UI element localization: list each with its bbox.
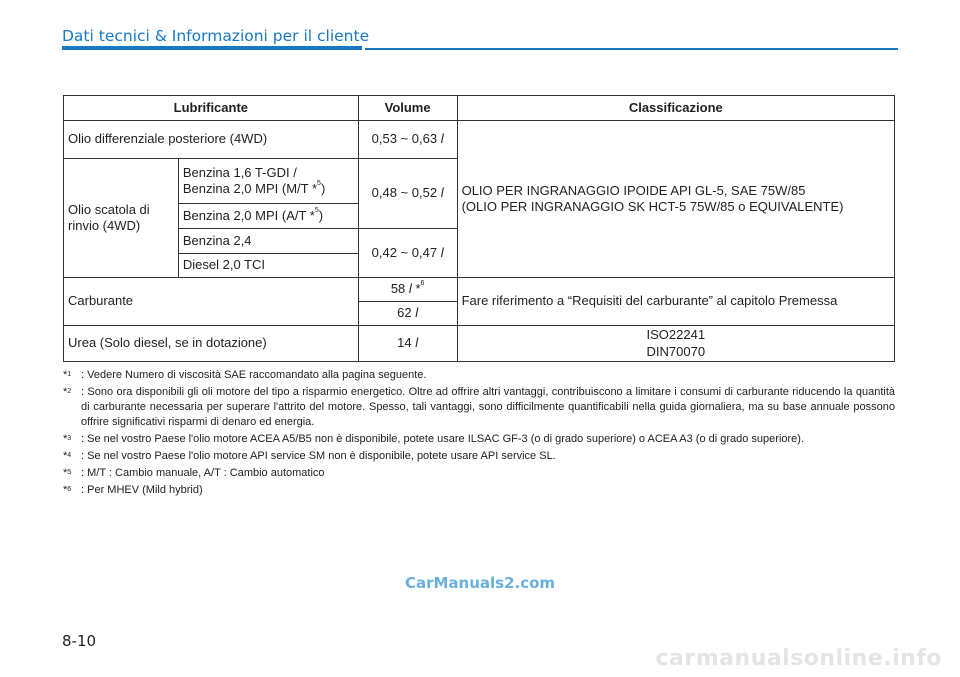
volume-cell: 0,48 ~ 0,52 l: [358, 159, 457, 229]
table-row: [64, 121, 895, 159]
variant-cell: Diesel 2,0 TCI: [178, 254, 358, 278]
header-classification: Classificazione: [457, 96, 894, 121]
lubricant-table: [63, 95, 895, 362]
header-rule-thick: [62, 46, 362, 50]
header-lubricant: Lubrificante: [64, 96, 359, 121]
section-title: Dati tecnici & Informazioni per il cliente: [62, 27, 370, 45]
lubricant-cell: Olio differenziale posteriore (4WD): [64, 121, 359, 159]
volume-cell: 0,53 ~ 0,63 l: [358, 121, 457, 159]
footnote: *$^3$ : Se nel vostro Paese l'olio motore ACEA A5/B5 non è disponibile, potete usare ILSAC GF-3 (o di grado superiore) o ACEA A3 (o di grado superiore).: [63, 433, 805, 445]
variant-cell: Benzina 1,6 T-GDI / Benzina 2,0 MPI (M/T *$^5$): [178, 159, 358, 204]
variant-cell: Benzina 2,4: [178, 229, 358, 254]
carmanuals-watermark: CarManuals2.com: [404, 574, 556, 592]
classification-cell: OLIO PER INGRANAGGIO IPOIDE API GL-5, SAE 75W/85 (OLIO PER INGRANAGGIO SK HCT-5 75W/85 o EQUIVALENTE): [457, 121, 894, 278]
volume-cell: 58 l *$^6$: [358, 278, 457, 302]
classification-cell: ISO22241 DIN70070: [457, 326, 894, 362]
footnote: *$^6$ : Per MHEV (Mild hybrid): [63, 484, 203, 496]
footnote: *$^4$ : Se nel vostro Paese l'olio motore API service SM non è disponibile, potete usare API service SL.: [63, 450, 556, 462]
table-header-row: [64, 96, 895, 121]
footnote: *$^1$ : Vedere Numero di viscosità SAE raccomandato alla pagina seguente.: [63, 369, 427, 381]
table-row: [64, 278, 895, 302]
volume-cell: 62 l: [358, 302, 457, 326]
page-number: 8-10: [62, 632, 97, 650]
footnote: *$^2$ : Sono ora disponibili gli oli motore del tipo a risparmio energetico. Oltre ad offrire altri vantaggi, contribuiscono a limitare i consumi di carburante riducendo la quantità di carburante necessaria per superare l'attrito del motore. Spesso, tali vantaggi, sono difficilmente quantificabili nella guida giornaliera, ma su base annuale possono offrire significativi risparmi di denaro ed energia.: [63, 386, 895, 428]
lubricant-cell: Urea (Solo diesel, se in dotazione): [64, 326, 359, 362]
header-rule-thin: [365, 48, 898, 50]
lubricant-cell: Olio scatola di rinvio (4WD): [64, 159, 179, 278]
footnote: *$^5$ : M/T : Cambio manuale, A/T : Cambio automatico: [63, 467, 325, 479]
variant-cell: Benzina 2,0 MPI (A/T *$^5$): [178, 204, 358, 229]
volume-cell: 14 l: [358, 326, 457, 362]
header-volume: Volume: [358, 96, 457, 121]
lubricant-cell: Carburante: [64, 278, 359, 326]
footnotes: [63, 368, 895, 500]
volume-cell: 0,42 ~ 0,47 l: [358, 229, 457, 278]
classification-cell: Fare riferimento a “Requisiti del carburante” al capitolo Premessa: [457, 278, 894, 326]
table-row: [64, 326, 895, 362]
site-watermark: carmanualsonline.info: [655, 646, 942, 671]
